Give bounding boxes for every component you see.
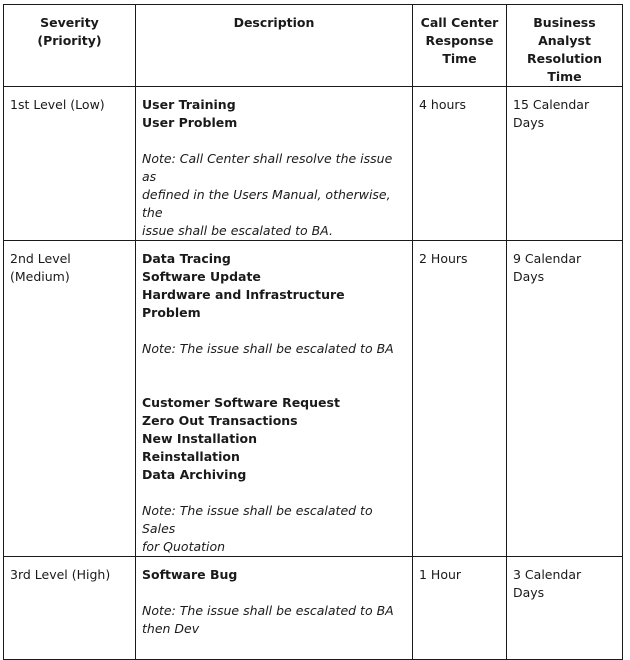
description-cell: Software Bug Note: The issue shall be escalated to BA then Dev [136, 557, 413, 660]
table-row [4, 241, 623, 557]
description-cell: Data Tracing Software Update Hardware and Infrastructure Problem Note: The issue shall be escalated to BA Customer Software Request Zero Out Transactions New Installation Reinstallation Data Archiving Note: The issue shall be escalated to Sales for Quotation [136, 241, 413, 557]
response-time-cell: 2 Hours [413, 241, 507, 557]
response-time-cell: 1 Hour [413, 557, 507, 660]
resolution-time-cell: 9 Calendar Days [507, 241, 623, 557]
header-call-center: Call Center Response Time [413, 5, 507, 87]
sla-table [3, 4, 623, 660]
resolution-time-cell: 3 Calendar Days [507, 557, 623, 660]
header-business-analyst: Business Analyst Resolution Time [507, 5, 623, 87]
table-row [4, 87, 623, 241]
severity-cell: 1st Level (Low) [4, 87, 136, 241]
resolution-time-cell: 15 Calendar Days [507, 87, 623, 241]
table-row [4, 557, 623, 660]
response-time-cell: 4 hours [413, 87, 507, 241]
severity-cell: 3rd Level (High) [4, 557, 136, 660]
description-cell: User Training User Problem Note: Call Center shall resolve the issue as defined in the Users Manual, otherwise, the issue shall be escalated to BA. [136, 87, 413, 241]
header-row [4, 5, 623, 87]
header-description: Description [136, 5, 413, 87]
severity-cell: 2nd Level (Medium) [4, 241, 136, 557]
header-severity: Severity (Priority) [4, 5, 136, 87]
